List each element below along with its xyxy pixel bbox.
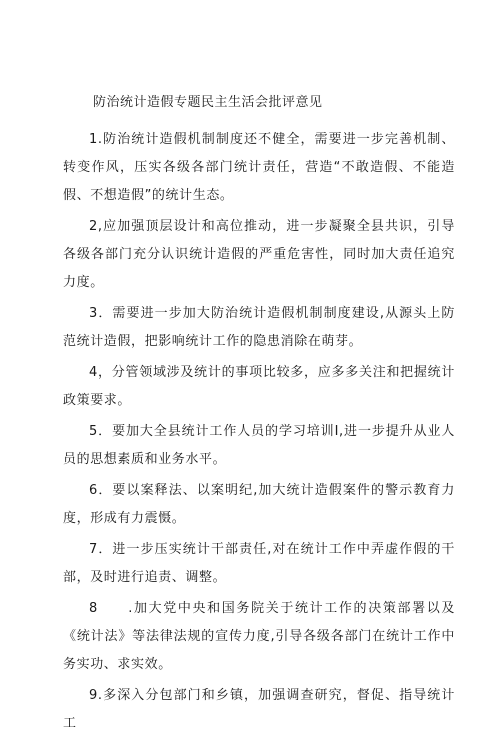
document-body [63, 126, 455, 741]
paragraph-6: 6．要以案释法、以案明纪,加大统计造假案件的警示教育力度，形成有力震慑。 [63, 483, 455, 526]
paragraph-4: 4，分管领域涉及统计的事项比较多，应多多关注和把握统计政策要求。 [63, 365, 455, 408]
paragraph-3: 3．需要进一步加大防治统计造假机制制度建设,从源头上防范统计造假，把影响统计工作的隐患消除在萌芽。 [63, 306, 455, 349]
paragraph-1: 1.防治统计造假机制制度还不健全，需要进一步完善机制、转变作风，压实各级各部门统计责任，营造“不敢造假、不能造假、不想造假”的统计生态。 [63, 132, 455, 203]
document-title: 防治统计造假专题民主生活会批评意见 [93, 95, 323, 110]
paragraph-5: 5．要加大全县统计工作人员的学习培训I,进一步提升从业人员的思想素质和业务水平。 [63, 424, 455, 467]
paragraph-8: 8 .加大党中央和国务院关于统计工作的决策部署以及《统计法》等法律法规的宣传力度,引导各级各部门在统计工作中务实功、求实效。 [63, 601, 455, 672]
paragraph-7: 7．进一步压实统计干部责任,对在统计工作中弄虚作假的干部，及时进行追责、调整。 [63, 542, 455, 585]
paragraph-2: 2,应加强顶层设计和高位推动，进一步凝聚全县共识，引导各级各部门充分认识统计造假的严重危害性，同时加大责任追究力度。 [63, 219, 455, 290]
paragraph-9: 9.多深入分包部门和乡镇，加强调查研究，督促、指导统计工 [63, 688, 455, 731]
